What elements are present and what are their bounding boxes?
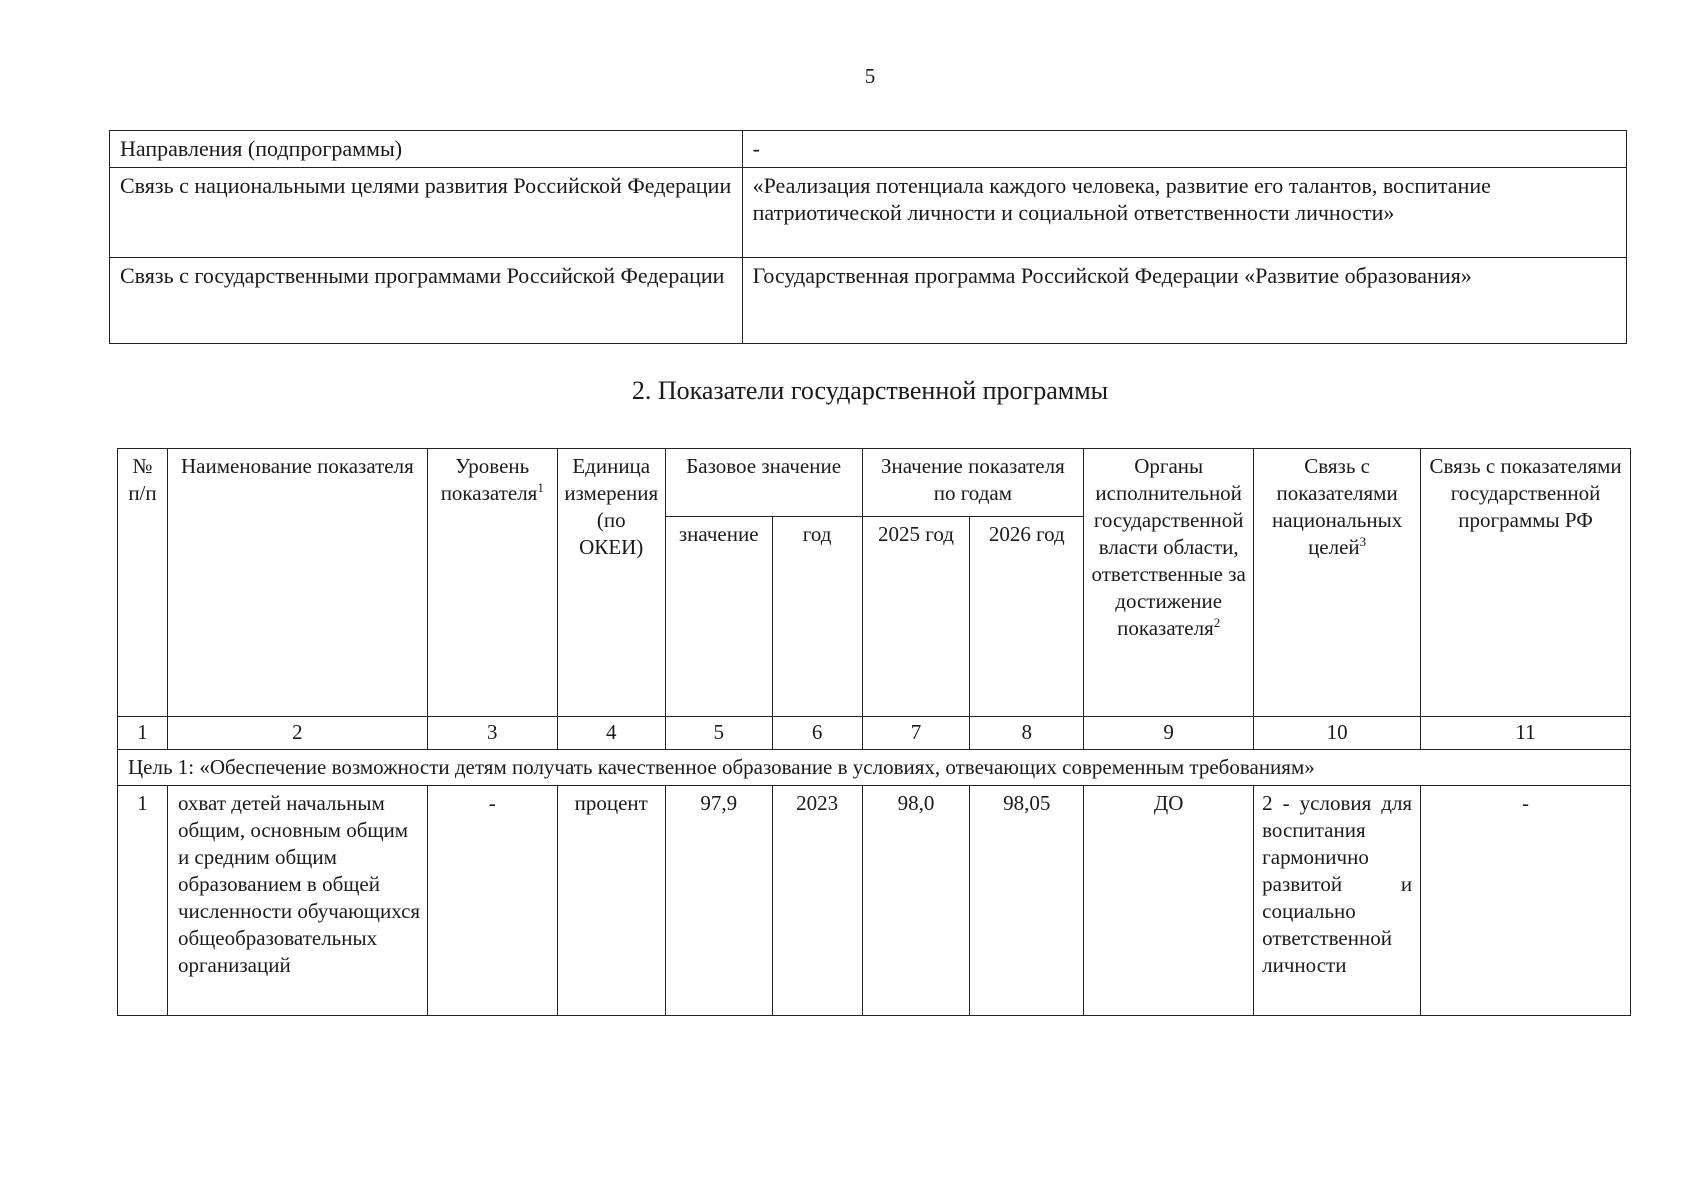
column-number: 9 bbox=[1084, 717, 1254, 750]
column-number: 2 bbox=[167, 717, 427, 750]
page-number: 5 bbox=[864, 64, 876, 88]
header-level: Уровень показателя$^1$ bbox=[427, 449, 557, 717]
passport-label: Связь с национальными целями развития Российской Федерации bbox=[110, 168, 743, 258]
passport-value: «Реализация потенциала каждого человека, развитие его талантов, воспитание патриотической личности и социальной ответственности личности» bbox=[742, 168, 1626, 258]
row-national: 2 - условия для воспитания гармонично развитой и социально ответственной личности bbox=[1254, 786, 1421, 1016]
header-by-years: Значение показателя по годам bbox=[862, 449, 1084, 517]
header-national: Связь с показателями национальных целей$^3$ bbox=[1254, 449, 1421, 717]
header-base-value: значение bbox=[665, 517, 772, 717]
header-rf: Связь с показателями государственной программы РФ bbox=[1421, 449, 1631, 717]
passport-row bbox=[110, 131, 1627, 168]
column-number: 4 bbox=[557, 717, 665, 750]
goal-text: Цель 1: «Обеспечение возможности детям получать качественное образование в условиях, отвечающих современным требованиям» bbox=[118, 750, 1631, 786]
passport-row bbox=[110, 168, 1627, 258]
row-level: - bbox=[427, 786, 557, 1016]
goal-row bbox=[118, 750, 1631, 786]
column-numbers-row bbox=[118, 717, 1631, 750]
row-base-value: 97,9 bbox=[665, 786, 772, 1016]
row-2025: 98,0 bbox=[862, 786, 970, 1016]
header-row bbox=[118, 449, 1631, 517]
header-2026: 2026 год bbox=[970, 517, 1084, 717]
column-number: 8 bbox=[970, 717, 1084, 750]
header-authority: Органы исполнительной государственной власти области, ответственные за достижение показателя$^2$ bbox=[1084, 449, 1254, 717]
footnote-2: 2 bbox=[1213, 615, 1221, 630]
passport-table bbox=[109, 130, 1627, 344]
column-number: 3 bbox=[427, 717, 557, 750]
row-rf: - bbox=[1421, 786, 1631, 1016]
header-num: № п/п bbox=[118, 449, 168, 717]
passport-row bbox=[110, 258, 1627, 344]
column-number: 10 bbox=[1254, 717, 1421, 750]
column-number: 11 bbox=[1421, 717, 1631, 750]
row-base-year: 2023 bbox=[772, 786, 862, 1016]
column-number: 1 bbox=[118, 717, 168, 750]
header-unit: Единица измерения (по ОКЕИ) bbox=[557, 449, 665, 717]
column-number: 6 bbox=[772, 717, 862, 750]
row-authority: ДО bbox=[1084, 786, 1254, 1016]
table-row bbox=[118, 786, 1631, 1016]
header-2025: 2025 год bbox=[862, 517, 970, 717]
header-base: Базовое значение bbox=[665, 449, 862, 517]
footnote-3: 3 bbox=[1359, 534, 1367, 549]
passport-label: Направления (подпрограммы) bbox=[110, 131, 743, 168]
passport-value: - bbox=[742, 131, 1626, 168]
row-unit: процент bbox=[557, 786, 665, 1016]
column-number: 7 bbox=[862, 717, 970, 750]
passport-label: Связь с государственными программами Российской Федерации bbox=[110, 258, 743, 344]
row-num: 1 bbox=[118, 786, 168, 1016]
passport-value: Государственная программа Российской Федерации «Развитие образования» bbox=[742, 258, 1626, 344]
footnote-1: 1 bbox=[537, 480, 544, 495]
indicators-table bbox=[117, 448, 1631, 1016]
row-2026: 98,05 bbox=[970, 786, 1084, 1016]
header-base-year: год bbox=[772, 517, 862, 717]
section-title: 2. Показатели государственной программы bbox=[631, 376, 1109, 405]
column-number: 5 bbox=[665, 717, 772, 750]
header-name: Наименование показателя bbox=[167, 449, 427, 717]
row-name: охват детей начальным общим, основным общим и средним общим образованием в общей численности обучающихся общеобразовательных организаций bbox=[167, 786, 427, 1016]
